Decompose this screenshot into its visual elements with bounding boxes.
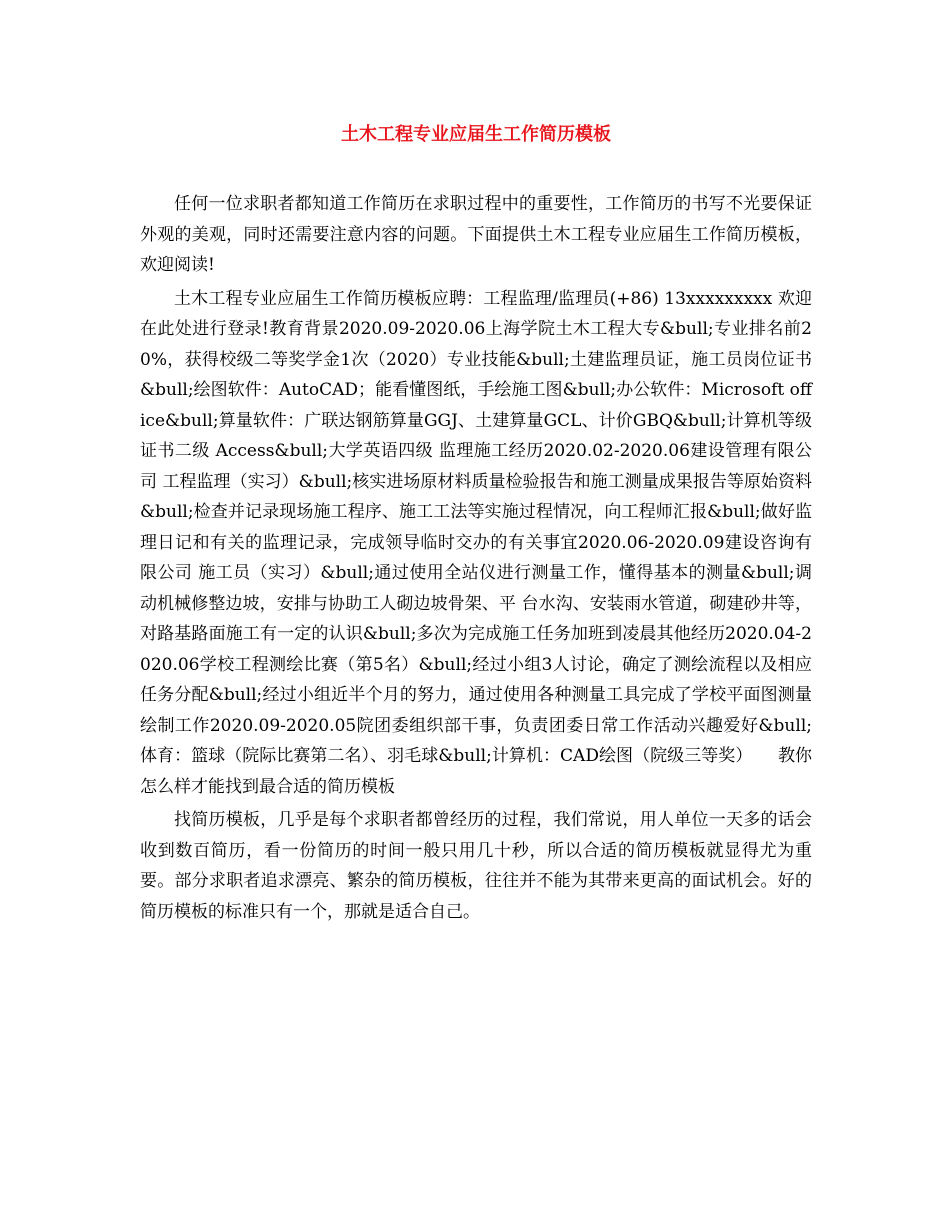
template-tips-paragraph: 找简历模板，几乎是每个求职者都曾经历的过程，我们常说，用人单位一天多的话会收到数百简历，看一份简历的时间一般只用几十秒，所以合适的简历模板就显得尤为重要。部分求职者追求漂亮、繁杂的简历模板，往往并不能为其带来更高的面试机会。好的简历模板的标准只有一个，那就是适合自己。 [140,810,812,922]
resume-body-paragraph: 土木工程专业应届生工作简历模板应聘：工程监理/监理员(+86) 13xxxxxxxxx 欢迎在此处进行登录!教育背景2020.09-2020.06上海学院土木工程大专&bull;专业排名前20%，获得校级二等奖学金1次（2020）专业技能&bull;土建监理员证，施工员岗位证书&bull;绘图软件：AutoCAD；能看懂图纸，手绘施工图&bull;办公软件：Microsoft office&bull;算量软件：广联达钢筋算量GGJ、土建算量GCL、计价GBQ&bull;计算机等级证书二级 Access&bull;大学英语四级 监理施工经历2020.02-2020.06建设管理有限公司 工程监理（实习）&bull;核实进场原材料质量检验报告和施工测量成果报告等原始资料&bull;检查并记录现场施工程序、施工工法等实施过程情况，向工程师汇报&bull;做好监理日记和有关的监理记录，完成领导临时交办的有关事宜2020.06-2020.09建设咨询有限公司 施工员（实习）&bull;通过使用全站仪进行测量工作，懂得基本的测量&bull;调动机械修整边坡，安排与协助工人砌边坡骨架、平 台水沟、安装雨水管道，砌建砂井等，对路基路面施工有一定的认识&bull;多次为完成施工任务加班到凌晨其他经历2020.04-2020.06学校工程测绘比赛（第5名）&bull;经过小组3人讨论，确定了测绘流程以及相应任务分配&bull;经过小组近半个月的努力，通过使用各种测量工具完成了学校平面图测量绘制工作2020.09-2020.05院团委组织部干事，负责团委日常工作活动兴趣爱好&bull;体育：篮球（院际比赛第二名）、羽毛球&bull;计算机：CAD绘图（院级三等奖） 教你怎么样才能找到最合适的简历模板 [140,288,812,797]
document-title: 土木工程专业应届生工作简历模板 [341,124,611,145]
document-page [140,0,812,927]
intro-paragraph: 任何一位求职者都知道工作简历在求职过程中的重要性，工作简历的书写不光要保证外观的美观，同时还需要注意内容的问题。下面提供土木工程专业应届生工作简历模板，欢迎阅读! [140,194,812,275]
